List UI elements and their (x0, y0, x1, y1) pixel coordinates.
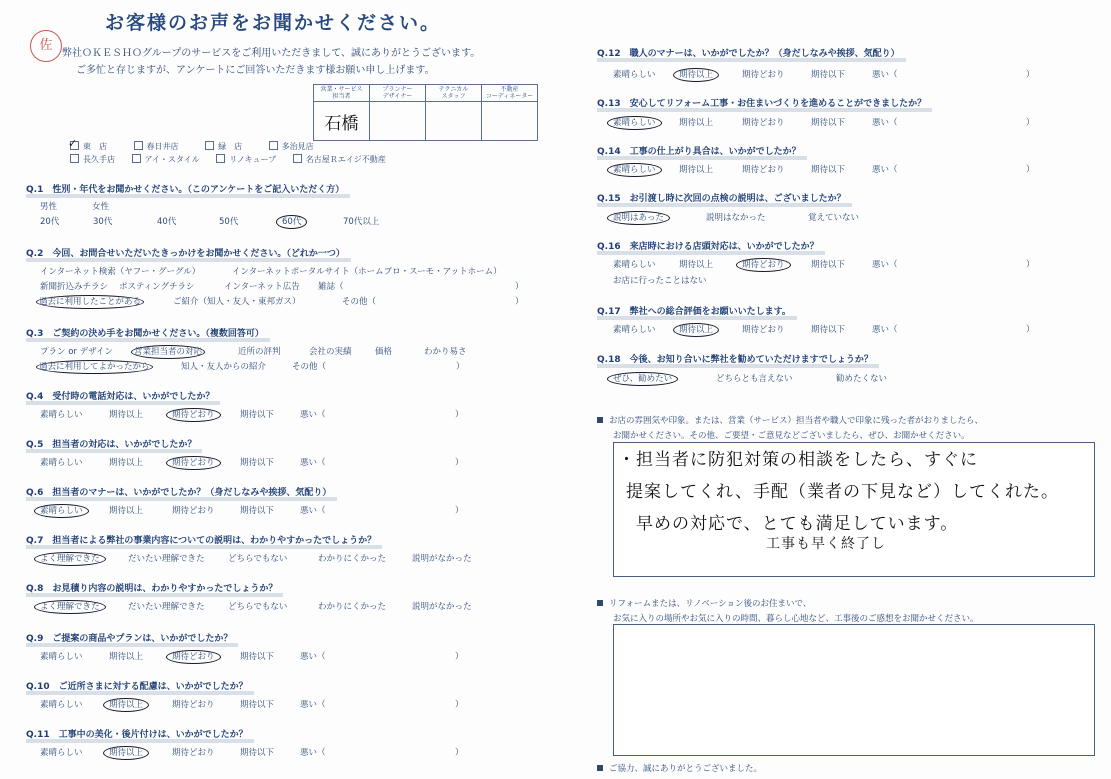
option-excellent-circled[interactable]: 素晴らしい (607, 163, 662, 177)
square-bullet-icon (597, 600, 603, 606)
paren-close: ） (515, 282, 524, 292)
question-q9: Q.9 ご提案の商品やプランは、いかがでしたか？ (26, 631, 232, 644)
option-30s[interactable]: 30代 (93, 217, 113, 227)
option-excellent-circled[interactable]: 素晴らしい (607, 116, 662, 130)
option-recommend-circled[interactable]: ぜひ、勧めたい (607, 372, 678, 386)
option-as-expected-circled[interactable]: 期待どおり (736, 258, 791, 272)
option-explained-circled[interactable]: 説明はあった (607, 211, 670, 225)
comment-2-textarea[interactable] (613, 624, 1095, 756)
question-q11: Q.11 工事中の美化・後片付けは、いかがでしたか？ (26, 727, 248, 740)
option-excellent-circled[interactable]: 素晴らしい (34, 504, 89, 518)
option-above-circled[interactable]: 期待以上 (673, 323, 719, 337)
option-excellent[interactable]: 素晴らしい (613, 70, 656, 80)
option-bad[interactable]: 悪い（ (872, 165, 898, 175)
branch-row-2: 長久手店 アイ・スタイル リノキューブ 名古屋Ｒエイジ不動産 (70, 154, 386, 165)
option-friend-referral[interactable]: 知人・友人からの紹介 (181, 362, 267, 372)
paren-close: ） (455, 748, 464, 758)
option-other[interactable]: その他（ (342, 297, 377, 307)
paren-close: ） (1026, 165, 1035, 175)
option-bad[interactable]: 悪い（ (300, 748, 326, 758)
staff-header-sales: 営業・サービス 担当者 (314, 85, 370, 102)
paren-close: ） (455, 700, 464, 710)
comment-1-prompt-line-2: お聞かせください。その他、ご要望・ご意見などございましたら、ぜひ、お聞かせください。 (613, 431, 970, 441)
option-as-expected-circled[interactable]: 期待どおり (166, 650, 221, 664)
option-bad[interactable]: 悪い（ (872, 118, 898, 128)
option-as-expected[interactable]: 期待どおり (172, 506, 215, 516)
option-above-circled[interactable]: 期待以上 (103, 746, 149, 760)
option-male[interactable]: 男性 (40, 202, 58, 212)
staff-cell (370, 102, 426, 141)
paren-close: ） (455, 410, 464, 420)
paren-close: ） (515, 297, 524, 307)
page-title: お客様のお声をお聞かせください。 (105, 12, 442, 34)
staff-header-realestate: 不動産 コーディネーター (482, 85, 538, 102)
checkbox[interactable] (70, 154, 79, 163)
option-internet-search[interactable]: インターネット検索（ヤフー・グーグル） (40, 267, 201, 277)
paren-close: ） (455, 506, 464, 516)
staff-header-technical: テクニカル スタッフ (426, 85, 482, 102)
option-no-explanation[interactable]: 説明がなかった (412, 602, 472, 612)
question-q2: Q.2 今回、お問合せいただいたきっかけをお聞かせください。（どれか一つ） (26, 246, 345, 259)
staff-cell (482, 102, 538, 141)
comment-2-prompt-line-1: リフォームまたは、リノベーション後のお住まいで、 (597, 597, 811, 609)
question-q16: Q.16 来店時における店頭対応は、いかがでしたか？ (597, 239, 819, 252)
option-unclear[interactable]: わかりにくかった (318, 602, 387, 612)
option-bad[interactable]: 悪い（ (300, 458, 326, 468)
staff-signature: 石橋 (314, 102, 370, 141)
option-not-explained[interactable]: 説明はなかった (706, 213, 766, 223)
comment-1-answer-line-3: 早めの対応で、とても満足しています。 (636, 514, 959, 534)
square-bullet-icon (597, 417, 603, 423)
paren-close: ） (1026, 325, 1035, 335)
option-bad[interactable]: 悪い（ (300, 700, 326, 710)
option-internet-ad[interactable]: インターネット広告 (224, 282, 300, 292)
option-unclear[interactable]: わかりにくかった (318, 554, 387, 564)
option-above[interactable]: 期待以上 (109, 506, 144, 516)
checkbox[interactable] (132, 154, 141, 163)
question-q13: Q.13 安心してリフォーム工事・お住まいづくりを進めることができましたか？ (597, 96, 926, 109)
option-bad[interactable]: 悪い（ (872, 70, 898, 80)
question-q18: Q.18 今後、お知り合いに弊社を勧めていただけますでしょうか？ (597, 352, 873, 365)
question-q3: Q.3 ご契約の決め手をお聞かせください。（複数回答可） (26, 326, 264, 339)
option-excellent[interactable]: 素晴らしい (40, 410, 83, 420)
option-referral[interactable]: ご紹介（知人・友人・東邦ガス） (173, 297, 301, 307)
option-sales-response-circled[interactable]: 営業担当者の対応 (131, 345, 205, 359)
check-mark-icon: ✓ (68, 137, 78, 150)
option-mostly-understood[interactable]: だいたい理解できた (128, 554, 205, 564)
option-used-before-circled[interactable]: 過去に利用したことがある (36, 295, 144, 309)
option-above[interactable]: 期待以上 (109, 652, 144, 662)
option-posting-flyer[interactable]: ポスティングチラシ (119, 282, 195, 292)
paren-close: ） (456, 362, 465, 372)
option-excellent[interactable]: 素晴らしい (40, 458, 83, 468)
option-bad[interactable]: 悪い（ (300, 506, 326, 516)
option-good-past-circled[interactable]: 過去に利用してよかったから (36, 360, 153, 374)
option-as-expected[interactable]: 期待どおり (742, 325, 785, 335)
option-below[interactable]: 期待以下 (240, 652, 275, 662)
question-q4: Q.4 受付時の電話対応は、いかがでしたか？ (26, 389, 214, 402)
option-neither[interactable]: どちらでもない (228, 602, 288, 612)
option-above[interactable]: 期待以上 (109, 458, 144, 468)
paren-close: ） (1026, 70, 1035, 80)
comment-2-prompt-line-2: お気に入りの場所やお気に入りの時間、暮らし心地など、工事後のご感想をお聞かせください。 (613, 614, 979, 624)
option-above[interactable]: 期待以上 (109, 410, 144, 420)
option-as-expected[interactable]: 期待どおり (742, 165, 785, 175)
option-understood-circled[interactable]: よく理解できた (34, 600, 106, 614)
checkbox[interactable] (205, 141, 214, 150)
option-70s-plus[interactable]: 70代以上 (343, 217, 380, 227)
option-neither[interactable]: どちらでもない (228, 554, 288, 564)
option-bad[interactable]: 悪い（ (872, 325, 898, 335)
question-q6: Q.6 担当者のマナーは、いかがでしたか？（身だしなみや挨拶、気配り） (26, 485, 331, 498)
square-bullet-icon (597, 765, 603, 771)
option-excellent[interactable]: 素晴らしい (613, 325, 656, 335)
option-bad[interactable]: 悪い（ (300, 652, 326, 662)
option-40s[interactable]: 40代 (157, 217, 177, 227)
option-below[interactable]: 期待以下 (811, 165, 846, 175)
intro-line-1: 弊社ＯＫＥＳＨＯグループのサービスをご利用いただきまして、誠にありがとうございます。 (62, 48, 481, 59)
paren-close: ） (455, 458, 464, 468)
question-q8: Q.8 お見積り内容の説明は、わかりやすかったでしょうか？ (26, 581, 277, 594)
option-clarity[interactable]: わかり易さ (424, 347, 467, 357)
option-newspaper-flyer[interactable]: 新聞折込みチラシ (40, 282, 109, 292)
option-below[interactable]: 期待以下 (240, 506, 275, 516)
option-20s[interactable]: 20代 (40, 217, 60, 227)
option-bad[interactable]: 悪い（ (300, 410, 326, 420)
comment-1-answer-line-2: 提案してくれ、手配（業者の下見など）してくれた。 (626, 482, 1060, 502)
option-excellent[interactable]: 素晴らしい (613, 260, 656, 270)
paren-close: ） (1026, 118, 1035, 128)
option-as-expected[interactable]: 期待どおり (742, 118, 785, 128)
option-below[interactable]: 期待以下 (240, 458, 275, 468)
paren-close: ） (1026, 260, 1035, 270)
option-understood-circled[interactable]: よく理解できた (34, 552, 106, 566)
option-excellent[interactable]: 素晴らしい (40, 748, 83, 758)
option-female[interactable]: 女性 (92, 202, 110, 212)
option-as-expected-circled[interactable]: 期待どおり (166, 456, 221, 470)
option-no-explanation[interactable]: 説明がなかった (412, 554, 472, 564)
option-below[interactable]: 期待以下 (811, 70, 846, 80)
question-q10: Q.10 ご近所さまに対する配慮は、いかがでしたか？ (26, 679, 248, 692)
option-portal-site[interactable]: インターネットポータルサイト（ホームプロ・スーモ・アットホーム） (232, 267, 502, 277)
comment-1-answer-line-1: ・担当者に防犯対策の相談をしたら、すぐに (618, 450, 978, 470)
staff-table (313, 84, 538, 141)
checkbox[interactable] (269, 141, 278, 150)
option-as-expected-circled[interactable]: 期待どおり (166, 408, 221, 422)
option-plan-design[interactable]: プラン or デザイン (40, 347, 114, 357)
option-price[interactable]: 価格 (375, 347, 393, 357)
staff-cell (426, 102, 482, 141)
question-q15: Q.15 お引渡し時に次回の点検の説明は、ございましたか？ (597, 191, 846, 204)
comment-1-answer-insertion: 工事も早く終了し (766, 536, 886, 552)
thanks-line: ご協力、誠にありがとうございました。 (597, 762, 762, 774)
paren-close: ） (455, 652, 464, 662)
intro-line-2: ご多忙と存じますが、アンケートにご回答いただきます様お願い申し上げます。 (76, 65, 435, 76)
option-track-record[interactable]: 会社の実績 (309, 347, 352, 357)
option-as-expected[interactable]: 期待どおり (742, 70, 785, 80)
branch-row-1: ✓ 東 店 春日井店 緑 店 多治見店 (68, 137, 314, 151)
option-bad[interactable]: 悪い（ (872, 260, 898, 270)
option-above-circled[interactable]: 期待以上 (673, 68, 719, 82)
option-60s-circled[interactable]: 60代 (276, 215, 307, 229)
option-excellent[interactable]: 素晴らしい (40, 652, 83, 662)
checkbox[interactable] (134, 141, 143, 150)
option-reputation[interactable]: 近所の評判 (238, 347, 281, 357)
checkbox[interactable] (293, 154, 302, 163)
option-other[interactable]: その他（ (292, 362, 327, 372)
question-q17: Q.17 弊社への総合評価をお願いいたします。 (597, 304, 791, 317)
comment-1-prompt-line-1: お店の雰囲気や印象。または、営業（サービス）担当者や職人で印象に残った者がおりましたら、 (597, 414, 983, 426)
option-dont-remember[interactable]: 覚えていない (808, 213, 860, 223)
option-below[interactable]: 期待以下 (240, 700, 275, 710)
comment-1-textarea[interactable] (613, 442, 1095, 577)
option-below[interactable]: 期待以下 (811, 325, 846, 335)
option-as-expected[interactable]: 期待どおり (172, 748, 215, 758)
option-as-expected[interactable]: 期待どおり (172, 700, 215, 710)
question-q1: Q.1 性別・年代をお聞かせください。（このアンケートをご記入いただく方） (26, 182, 344, 195)
question-q12: Q.12 職人のマナーは、いかがでしたか？（身だしなみや挨拶、気配り） (597, 46, 900, 59)
question-q5: Q.5 担当者の対応は、いかがでしたか？ (26, 437, 196, 450)
option-above-circled[interactable]: 期待以上 (103, 698, 149, 712)
option-not-recommend[interactable]: 勧めたくない (836, 374, 888, 384)
question-q7: Q.7 担当者による弊社の事業内容についての説明は、わかりやすかったでしょうか？ (26, 533, 376, 546)
option-50s[interactable]: 50代 (219, 217, 239, 227)
staff-header-planner: プランナー デザイナー (370, 85, 426, 102)
option-below[interactable]: 期待以下 (811, 118, 846, 128)
option-neutral[interactable]: どちらとも言えない (716, 374, 793, 384)
option-above[interactable]: 期待以上 (679, 118, 714, 128)
checkbox[interactable] (216, 154, 225, 163)
option-above[interactable]: 期待以上 (679, 165, 714, 175)
option-below[interactable]: 期待以下 (240, 748, 275, 758)
seal-stamp: 佐 (30, 30, 62, 62)
option-never-visited[interactable]: お店に行ったことはない (613, 276, 707, 286)
question-q14: Q.14 工事の仕上がり具合は、いかがでしたか？ (597, 144, 801, 157)
option-magazine[interactable]: 雑誌（ (318, 282, 344, 292)
option-below[interactable]: 期待以下 (240, 410, 275, 420)
option-below[interactable]: 期待以下 (811, 260, 846, 270)
option-excellent[interactable]: 素晴らしい (40, 700, 83, 710)
option-mostly-understood[interactable]: だいたい理解できた (128, 602, 205, 612)
option-above[interactable]: 期待以上 (679, 260, 714, 270)
